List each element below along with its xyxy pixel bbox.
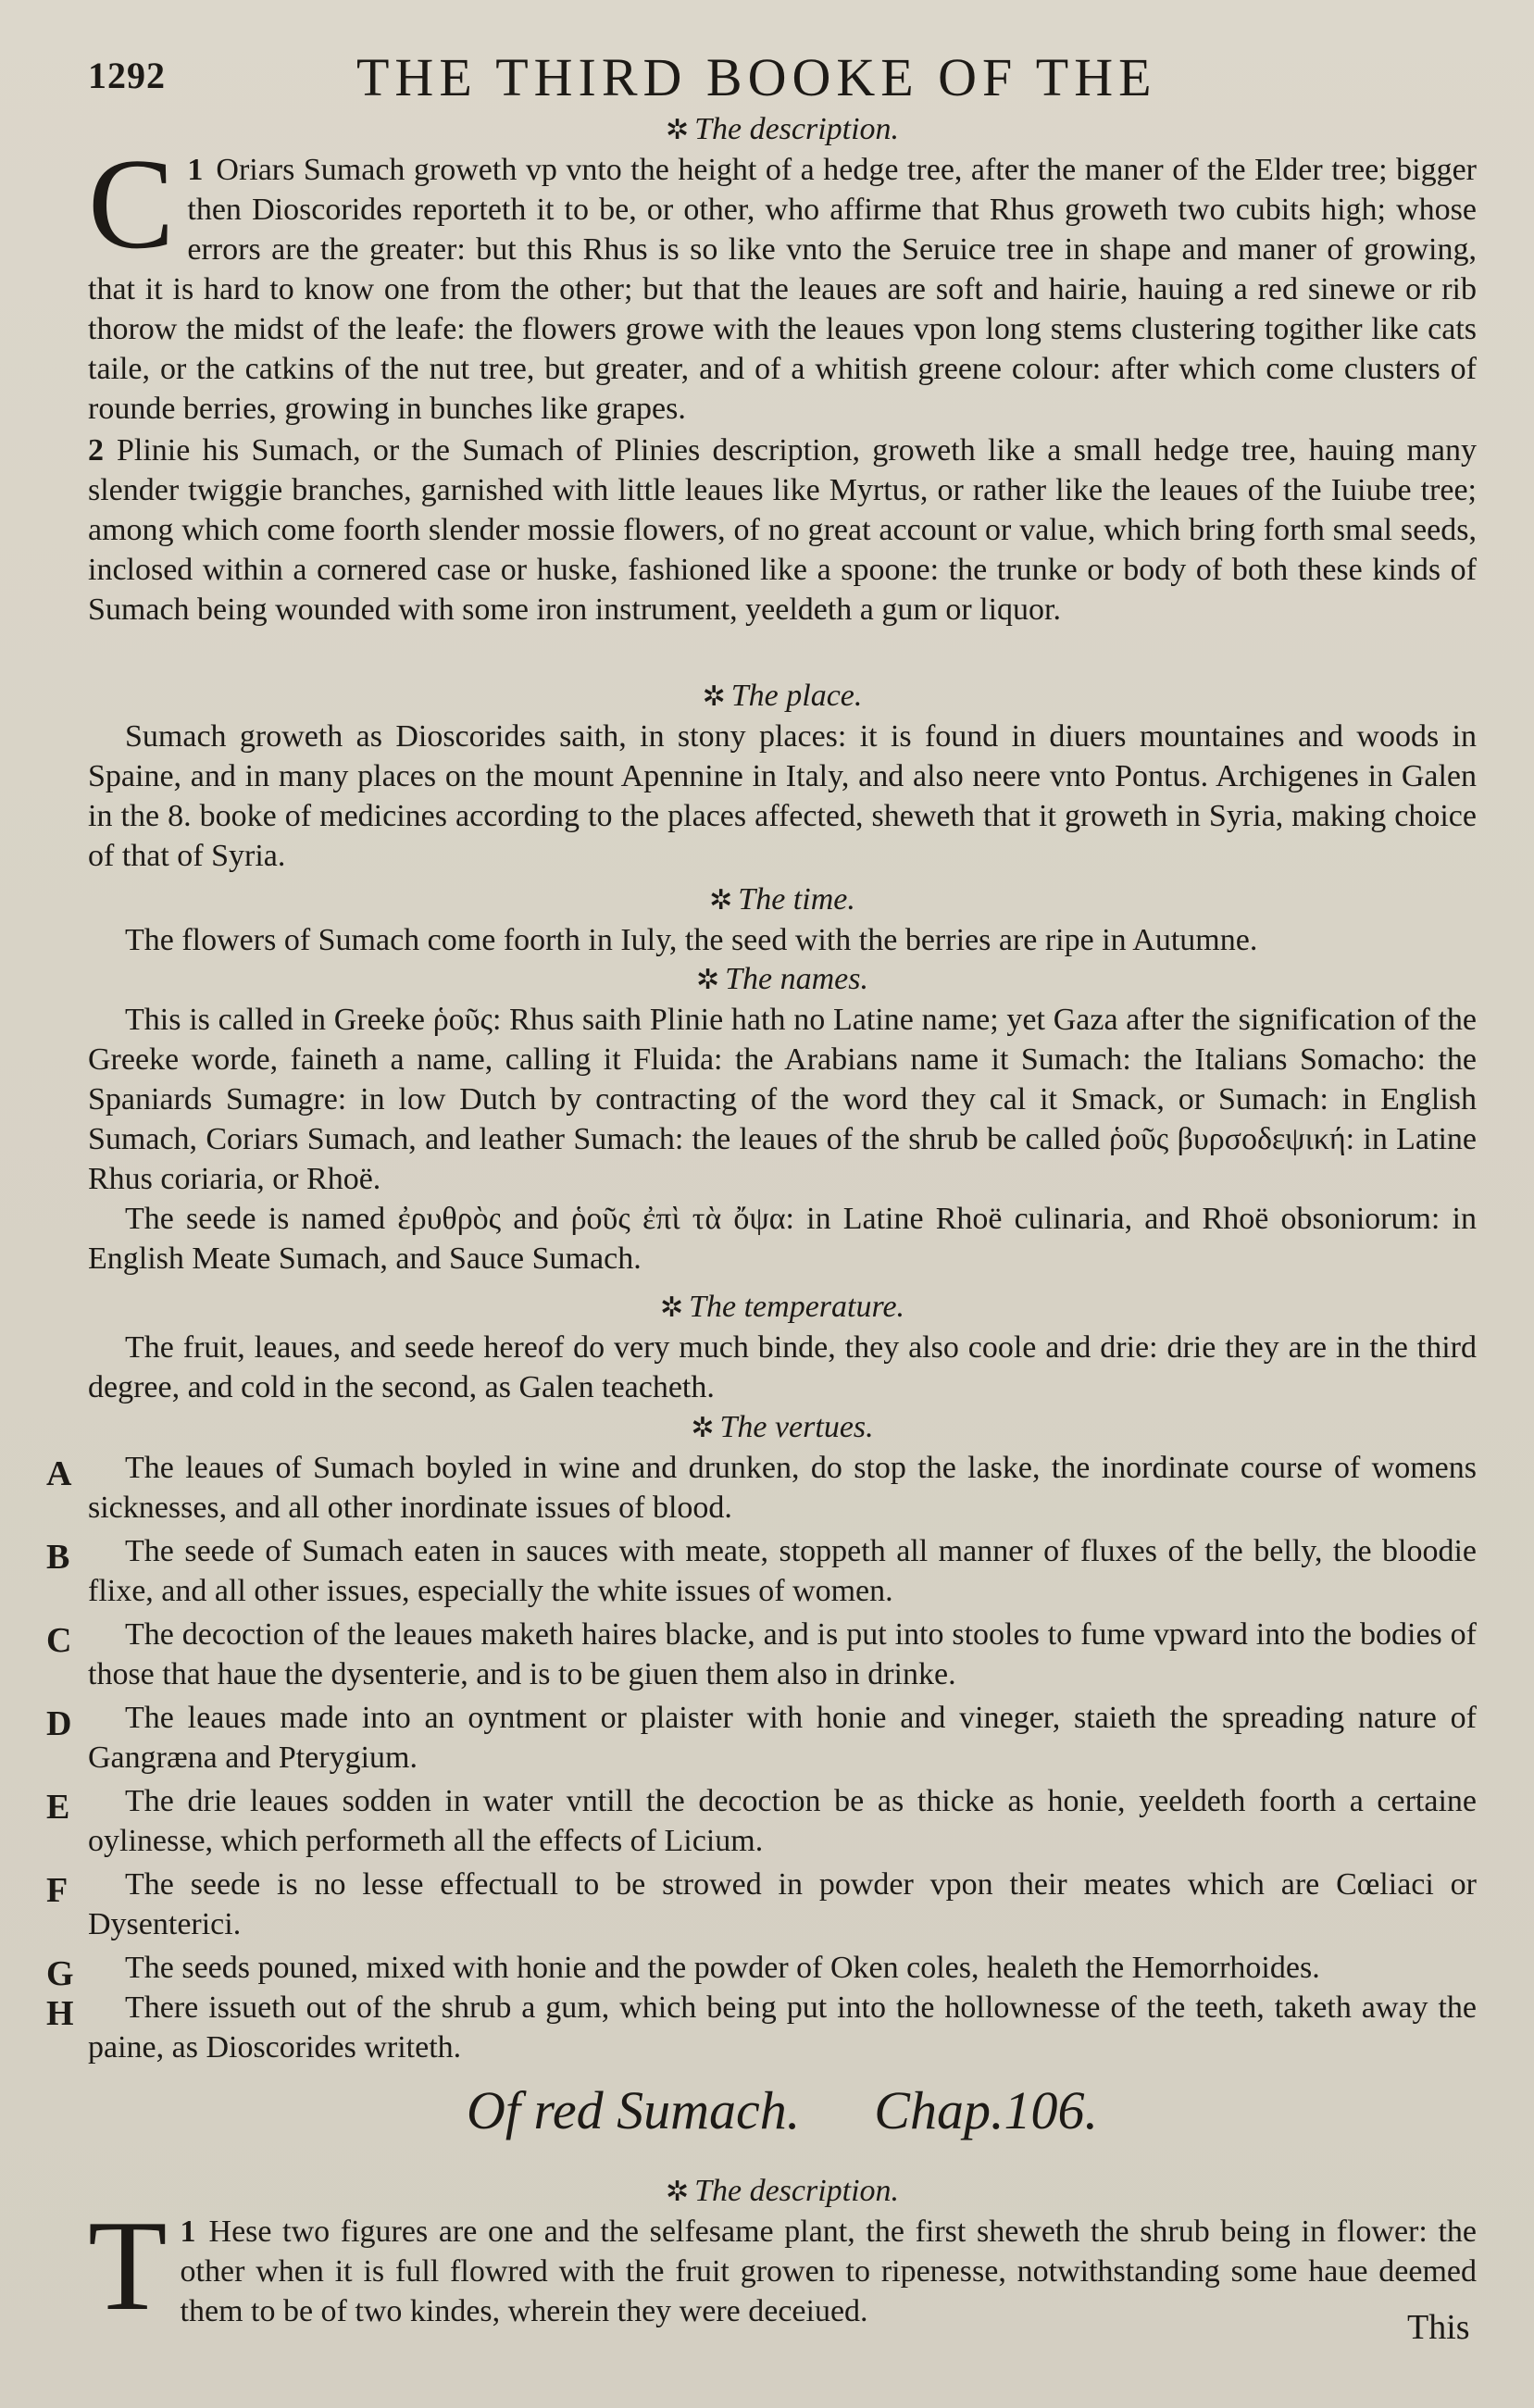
margin-letter: A	[46, 1454, 72, 1493]
temperature-paragraph: The fruit, leaues, and seede hereof do very much binde, they also coole and drie: drie they are in the third degree, and cold in the second, as Galen teacheth.	[88, 1330, 1477, 1404]
catchword: This	[1407, 2308, 1470, 2347]
section-heading-time: ✲ The time.	[709, 882, 855, 917]
section-heading-vertues: ✲ The vertues.	[691, 1410, 874, 1444]
vertue-item: B The seede of Sumach eaten in sauces with meate, stoppeth all manner of fluxes of the belly, the bloodie flixe, and all other issues, especially the white issues of women.	[46, 1534, 1477, 1608]
drop-cap: T	[88, 2194, 168, 2338]
paragraph-number: 1	[187, 153, 204, 187]
margin-letter: E	[46, 1788, 70, 1827]
asterism-icon: ✲	[709, 885, 733, 916]
vertues-section	[46, 1407, 1477, 2067]
asterism-icon: ✲	[695, 965, 720, 995]
margin-letter: H	[46, 1994, 74, 2033]
paragraph-number: 2	[88, 433, 104, 468]
section-heading-place: ✲ The place.	[702, 679, 863, 713]
asterism-icon: ✲	[665, 2177, 690, 2207]
folio-number: 1292	[88, 55, 166, 96]
asterism-icon: ✲	[659, 1292, 684, 1323]
asterism-icon: ✲	[665, 115, 690, 145]
vertue-item: E The drie leaues sodden in water vntill the decoction be as thicke as honie, yeeldeth foorth a certaine oylinesse, which performeth all the effects of Licium.	[46, 1784, 1477, 1858]
chapter-title: Of red Sumach.	[467, 2080, 801, 2140]
names-section	[88, 959, 1477, 1279]
chapter-heading	[88, 2069, 1477, 2152]
chapter-number: Chap.106.	[874, 2080, 1098, 2140]
place-section	[88, 676, 1477, 876]
margin-letter: G	[46, 1954, 74, 1993]
vertue-item: A The leaues of Sumach boyled in wine and drunken, do stop the laske, the inordinate course of womens sicknesses, and all other inordinate issues of blood.	[46, 1451, 1477, 1525]
margin-letter: D	[46, 1704, 72, 1743]
paragraph-number: 1	[180, 2215, 196, 2249]
section-heading-temperature: ✲ The temperature.	[659, 1290, 905, 1324]
description-section	[88, 109, 1477, 630]
names-paragraph-1: This is called in Greeke ῥοῦς: Rhus saith Plinie hath no Latine name; yet Gaza after the signification of the Greeke worde, faineth a name, calling it Fluida: the Arabians name it Sumach: the Italians Somacho: the Spaniards Sumagre: in low Dutch by contracting of the word they cal it Smack, or Sumach: in English Sumach, Coriars Sumach, and leather Sumach: the leaues of the shrub be called ῥοῦς βυρσοδεψική: in Latine Rhus coriaria, or Rhoë.	[88, 1003, 1477, 1196]
margin-letter: B	[46, 1538, 70, 1577]
temperature-section	[88, 1287, 1477, 1407]
red-sumach-description-section	[88, 2171, 1477, 2338]
names-paragraph-2: The seede is named ἐρυθρὸς and ῥοῦς ἐπὶ τὰ ὄψα: in Latine Rhoë culinaria, and Rhoë obsoniorum: in English Meate Sumach, and Sauce Sumach.	[88, 1202, 1477, 1276]
place-paragraph: Sumach groweth as Dioscorides saith, in stony places: it is found in diuers mountaines and woods in Spaine, and in many places on the mount Apennine in Italy, and also neere vnto Pontus. Archigenes in Galen in the 8. booke of medicines according to the places affected, sheweth that it groweth in Syria, making choice of that of Syria.	[88, 719, 1477, 873]
drop-cap: C	[88, 132, 175, 276]
margin-letter: F	[46, 1871, 69, 1910]
red-sumach-paragraph-1: 1 T Hese two figures are one and the selfesame plant, the first sheweth the shrub being in flower: the other when it is full flowred with the fruit growen to ripenesse, notwithstanding some haue deemed them to be of two kindes, wherein they were deceiued.	[88, 2194, 1477, 2338]
section-heading-names: ✲ The names.	[695, 962, 869, 996]
description-paragraph-2: 2 Plinie his Sumach, or the Sumach of Plinies description, groweth like a small hedge tree, hauing many slender twiggie branches, garnished with little leaues like Myrtus, or rather like the leaues of the Iuiube tree; among which come foorth slender mossie flowers, of no great account or value, which bring forth smal seeds, inclosed within a cornered case or huske, fashioned like a spoone: the trunke or body of both these kinds of Sumach being wounded with some iron instrument, yeeldeth a gum or liquor.	[88, 433, 1477, 627]
page-header	[88, 46, 1477, 111]
vertue-item: D The leaues made into an oyntment or plaister with honie and vineger, staieth the spreading nature of Gangræna and Pterygium.	[46, 1701, 1477, 1775]
asterism-icon: ✲	[691, 1413, 715, 1443]
vertue-item: C The decoction of the leaues maketh haires blacke, and is put into stooles to fume vpward into the bodies of those that haue the dysenterie, and is to be giuen them also in drinke.	[46, 1617, 1477, 1691]
asterism-icon: ✲	[702, 681, 726, 712]
description-paragraph-1: 1 C Oriars Sumach groweth vp vnto the height of a hedge tree, after the maner of the Elder tree; bigger then Dioscorides reporteth it to be, or other, who affirme that Rhus groweth two cubits high; whose errors are the greater: but this Rhus is so like vnto the Seruice tree in shape and maner of growing, that it is hard to know one from the other; but that the leaues are soft and hairie, hauing a red sinewe or rib thorow the midst of the leafe: the flowers growe with the leaues vpon long stems clustering togither like cats taile, or the catkins of the nut tree, but greater, and of a whitish greene colour: after which come clusters of rounde berries, growing in bunches like grapes.	[88, 132, 1477, 426]
vertue-item: H There issueth out of the shrub a gum, which being put into the hollownesse of the teeth, taketh away the paine, as Dioscorides writeth.	[46, 1990, 1477, 2065]
running-title: THE THIRD BOOKE OF THE	[356, 47, 1157, 107]
time-section	[88, 880, 1477, 960]
section-heading-description-2: ✲ The description.	[665, 2174, 900, 2208]
vertue-item: G The seeds pouned, mixed with honie and the powder of Oken coles, healeth the Hemorrhoides.	[46, 1951, 1320, 1993]
section-heading-description: ✲ The description.	[665, 112, 900, 146]
time-paragraph: The flowers of Sumach come foorth in Iuly, the seed with the berries are ripe in Autumne.	[125, 923, 1258, 957]
margin-letter: C	[46, 1621, 72, 1660]
vertue-item: F The seede is no lesse effectuall to be strowed in powder vpon their meates which are Cœliaci or Dysenterici.	[46, 1867, 1477, 1941]
